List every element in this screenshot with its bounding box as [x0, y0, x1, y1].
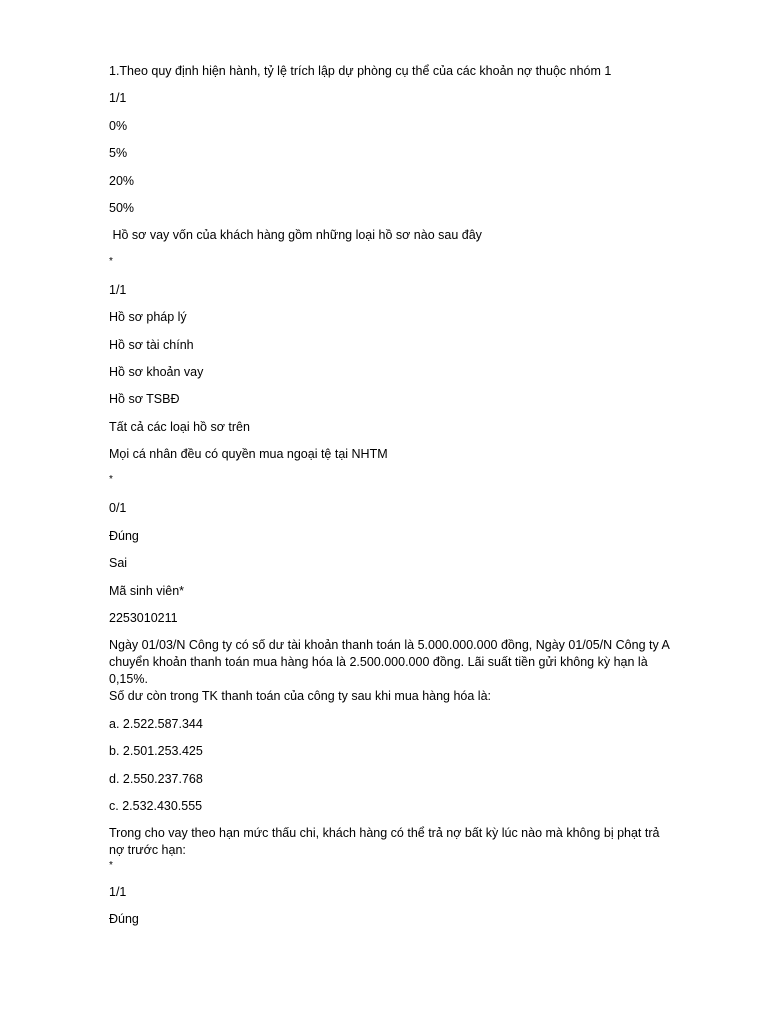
- question-2-option: Hồ sơ pháp lý: [109, 310, 187, 325]
- document-page: [109, 63, 699, 939]
- question-2-option: Tất cả các loại hồ sơ trên: [109, 419, 250, 434]
- question-1-score: 1/1: [109, 91, 127, 106]
- question-5-title: [109, 825, 699, 873]
- question-5-line: Trong cho vay theo hạn mức thấu chi, khách hàng có thể trả nợ bất kỳ lúc nào mà không bị phạt trả: [109, 826, 660, 841]
- question-4-line: 0,15%.: [109, 672, 148, 687]
- question-5-score: 1/1: [109, 884, 127, 899]
- question-5-line: nợ trước hạn:: [109, 843, 186, 858]
- question-2-option: Hồ sơ tài chính: [109, 337, 194, 352]
- question-1-option: 0%: [109, 118, 128, 133]
- question-2-title: Hồ sơ vay vốn của khách hàng gồm những loại hồ sơ nào sau đây: [109, 228, 482, 243]
- question-5-required-marker: *: [109, 860, 113, 872]
- question-2-required-marker: *: [109, 255, 113, 267]
- question-4-option: a. 2.522.587.344: [109, 716, 203, 731]
- question-4-line: chuyển khoản thanh toán mua hàng hóa là 2.500.000.000 đồng. Lãi suất tiền gửi không kỳ hạn là: [109, 655, 648, 670]
- question-1-option: 5%: [109, 146, 128, 161]
- question-4-title: [109, 637, 699, 705]
- question-3-option: Đúng: [109, 528, 139, 543]
- question-1-option: 20%: [109, 173, 135, 188]
- question-4-option: b. 2.501.253.425: [109, 744, 203, 759]
- question-4-option: c. 2.532.430.555: [109, 798, 203, 813]
- student-id-value: 2253010211: [109, 611, 178, 626]
- question-2-score: 1/1: [109, 282, 127, 297]
- question-4-line: Ngày 01/03/N Công ty có số dư tài khoản thanh toán là 5.000.000.000 đồng, Ngày 01/05/N Công ty A: [109, 638, 670, 653]
- question-2-option: Hồ sơ khoản vay: [109, 364, 204, 379]
- question-3-score: 0/1: [109, 501, 127, 516]
- question-2-option: Hồ sơ TSBĐ: [109, 392, 180, 407]
- student-id-label: Mã sinh viên*: [109, 583, 185, 598]
- question-1-title: 1.Theo quy định hiện hành, tỷ lệ trích lập dự phòng cụ thể của các khoản nợ thuộc nhóm 1: [109, 64, 612, 78]
- question-1-option: 50%: [109, 200, 135, 215]
- question-3-required-marker: *: [109, 474, 113, 486]
- question-5-option: Đúng: [109, 912, 139, 927]
- question-4-option: d. 2.550.237.768: [109, 771, 203, 786]
- question-3-title: Mọi cá nhân đều có quyền mua ngoại tệ tại NHTM: [109, 447, 388, 462]
- question-4-line: Số dư còn trong TK thanh toán của công ty sau khi mua hàng hóa là:: [109, 689, 492, 704]
- question-3-option: Sai: [109, 556, 128, 571]
